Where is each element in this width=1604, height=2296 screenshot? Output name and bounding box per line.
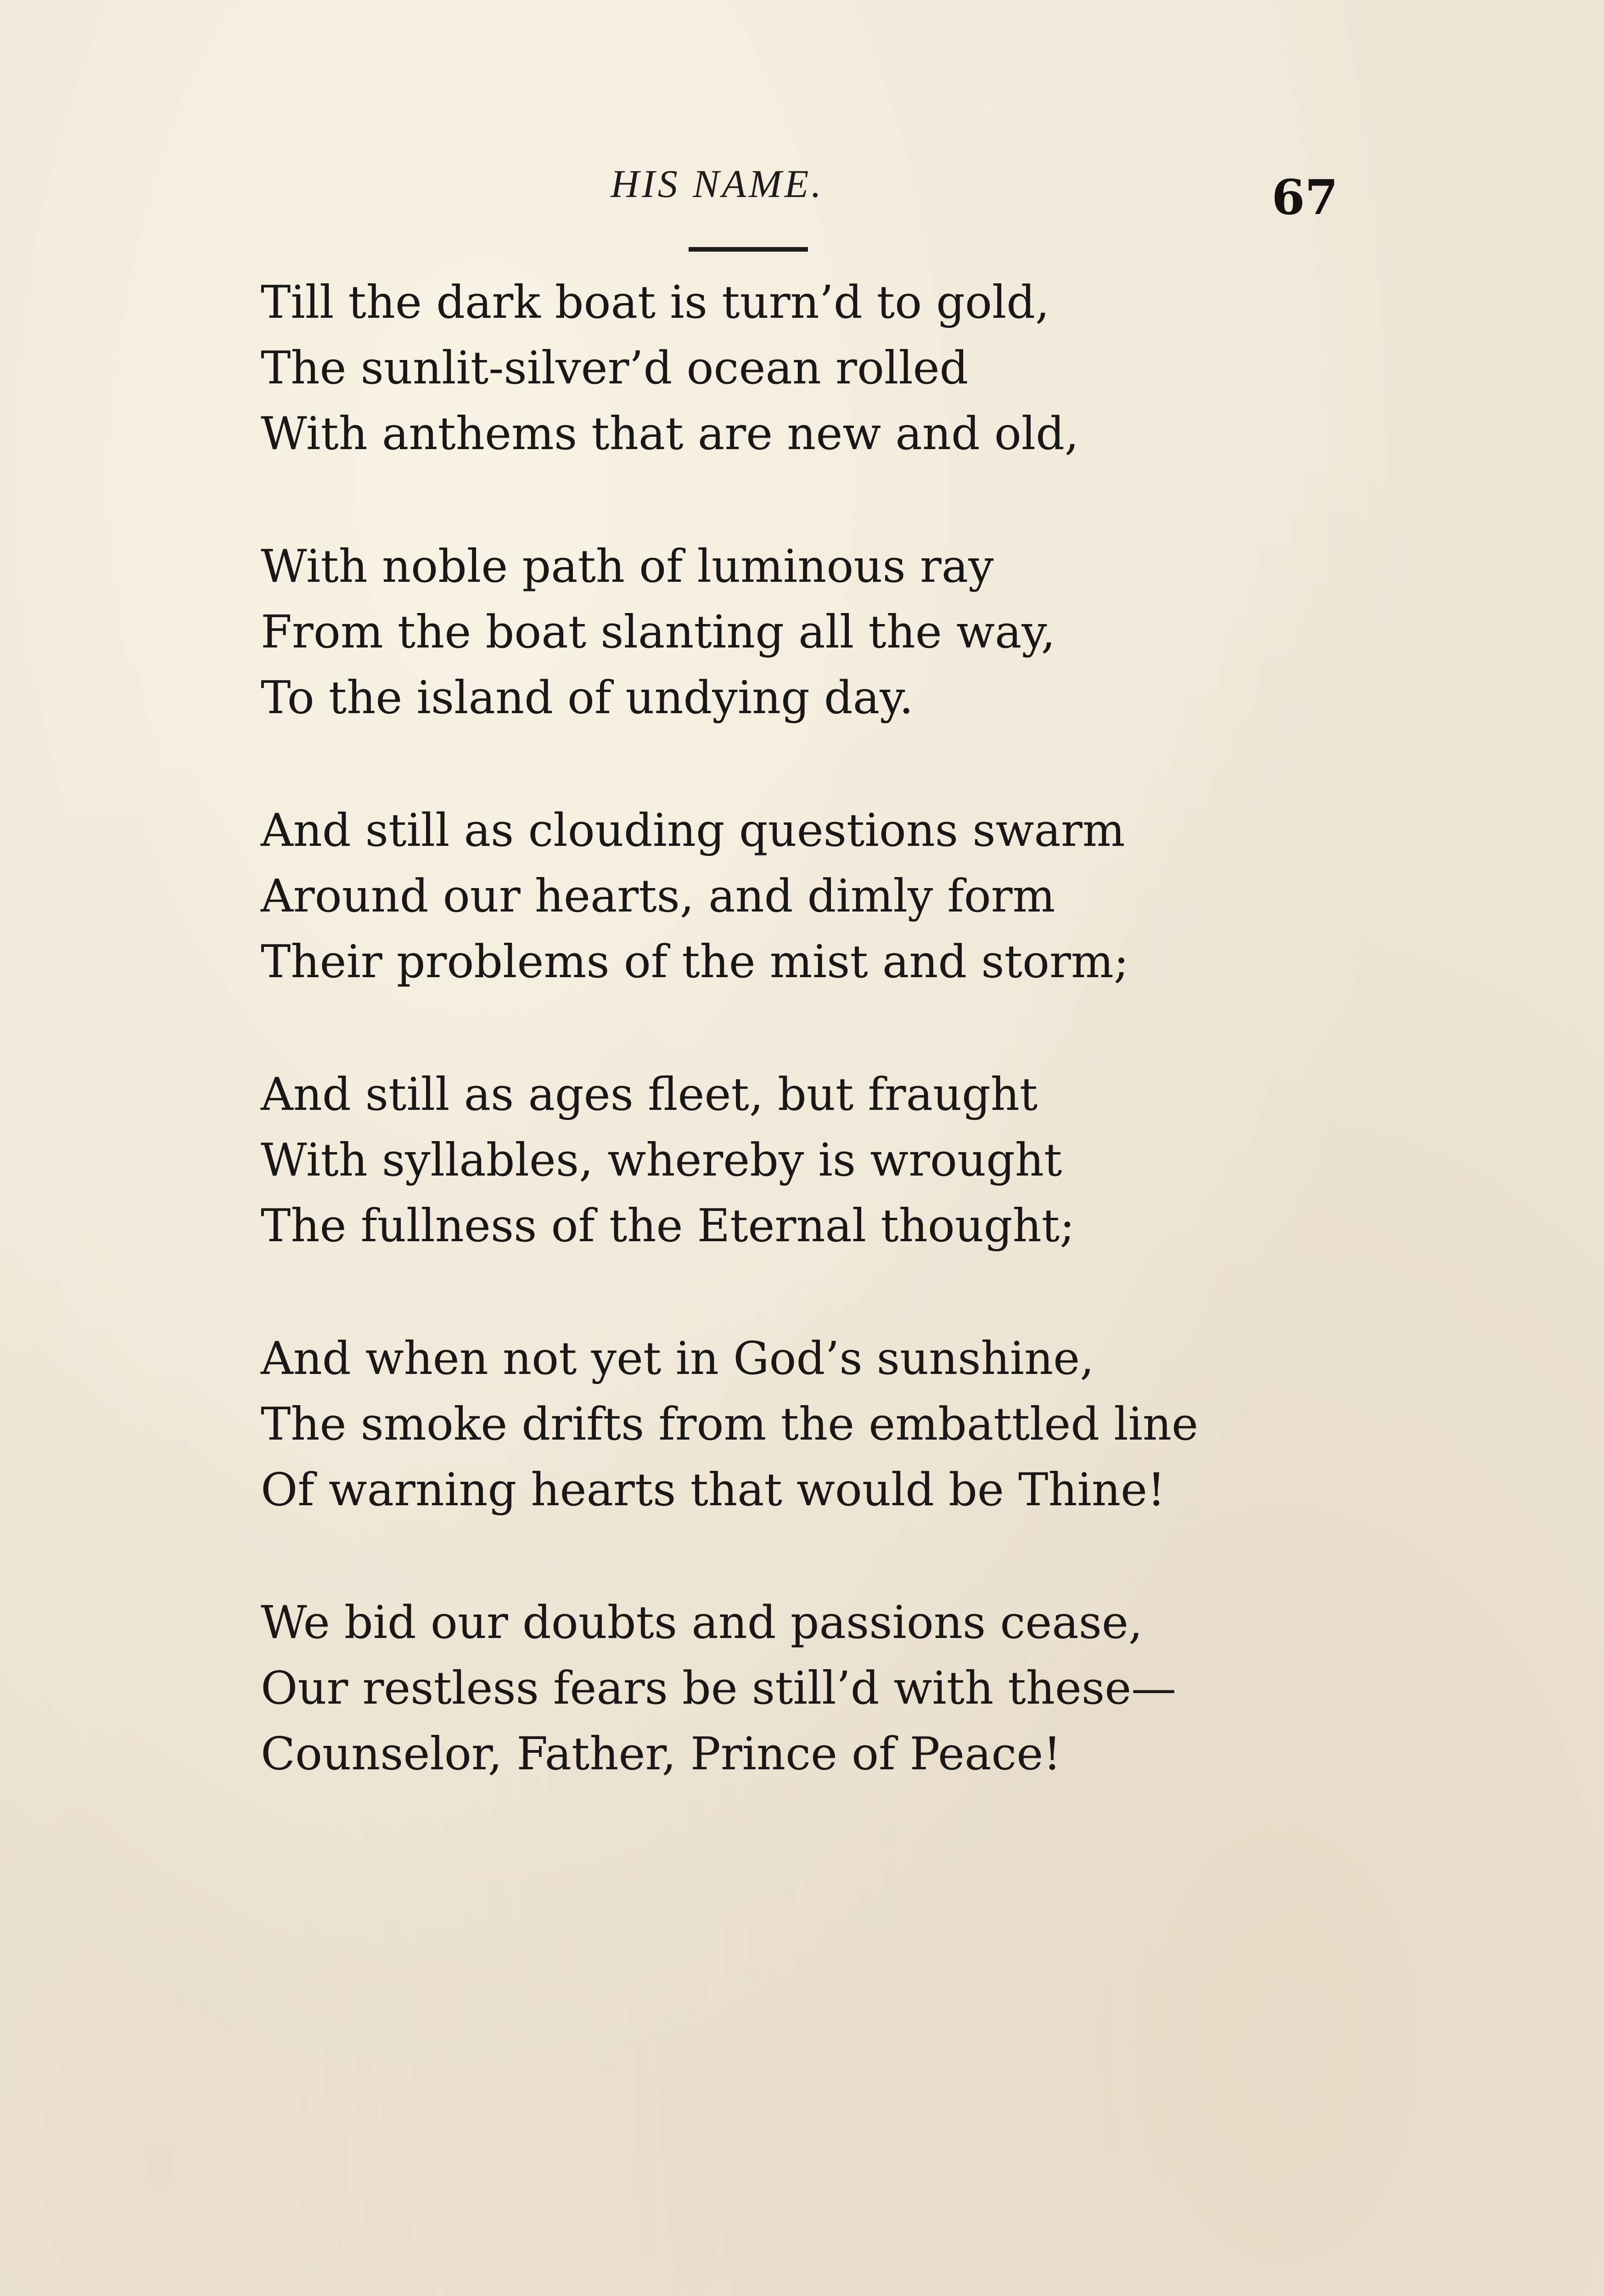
poem-line: And when not yet in God’s sunshine,	[261, 1333, 1094, 1385]
poem-line: Counselor, Father, Prince of Peace!	[261, 1728, 1061, 1780]
poem-line: From the boat slanting all the way,	[261, 606, 1055, 658]
poem-line: With anthems that are new and old,	[261, 408, 1079, 460]
stanza	[261, 534, 1436, 731]
poem	[261, 270, 1436, 1854]
stanza	[261, 1062, 1436, 1259]
poem-line: To the island of undying day.	[261, 672, 914, 724]
stanza	[261, 1590, 1436, 1787]
poem-line: And still as ages fleet, but fraught	[261, 1069, 1038, 1121]
poem-line: The fullness of the Eternal thought;	[261, 1200, 1075, 1252]
poem-line: And still as clouding questions swarm	[261, 805, 1125, 857]
poem-line: Our restless fears be still’d with these—	[261, 1662, 1177, 1715]
page-number: 67	[1272, 169, 1338, 225]
poem-line: Of warning hearts that would be Thine!	[261, 1464, 1166, 1516]
poem-line: The sunlit-silver’d ocean rolled	[261, 342, 969, 394]
header-rule	[689, 247, 808, 252]
running-head: HIS NAME.	[611, 162, 824, 206]
poem-line: We bid our doubts and passions cease,	[261, 1597, 1143, 1649]
poem-line: Till the dark boat is turn’d to gold,	[261, 276, 1050, 329]
poem-line: With syllables, whereby is wrought	[261, 1134, 1062, 1187]
poem-line: Their problems of the mist and storm;	[261, 936, 1129, 988]
stanza	[261, 798, 1436, 995]
stanza	[261, 270, 1436, 467]
stanza	[261, 1326, 1436, 1523]
poem-line: With noble path of luminous ray	[261, 540, 994, 593]
poem-line: Around our hearts, and dimly form	[261, 870, 1055, 923]
poem-line: The smoke drifts from the embattled line	[261, 1398, 1199, 1451]
